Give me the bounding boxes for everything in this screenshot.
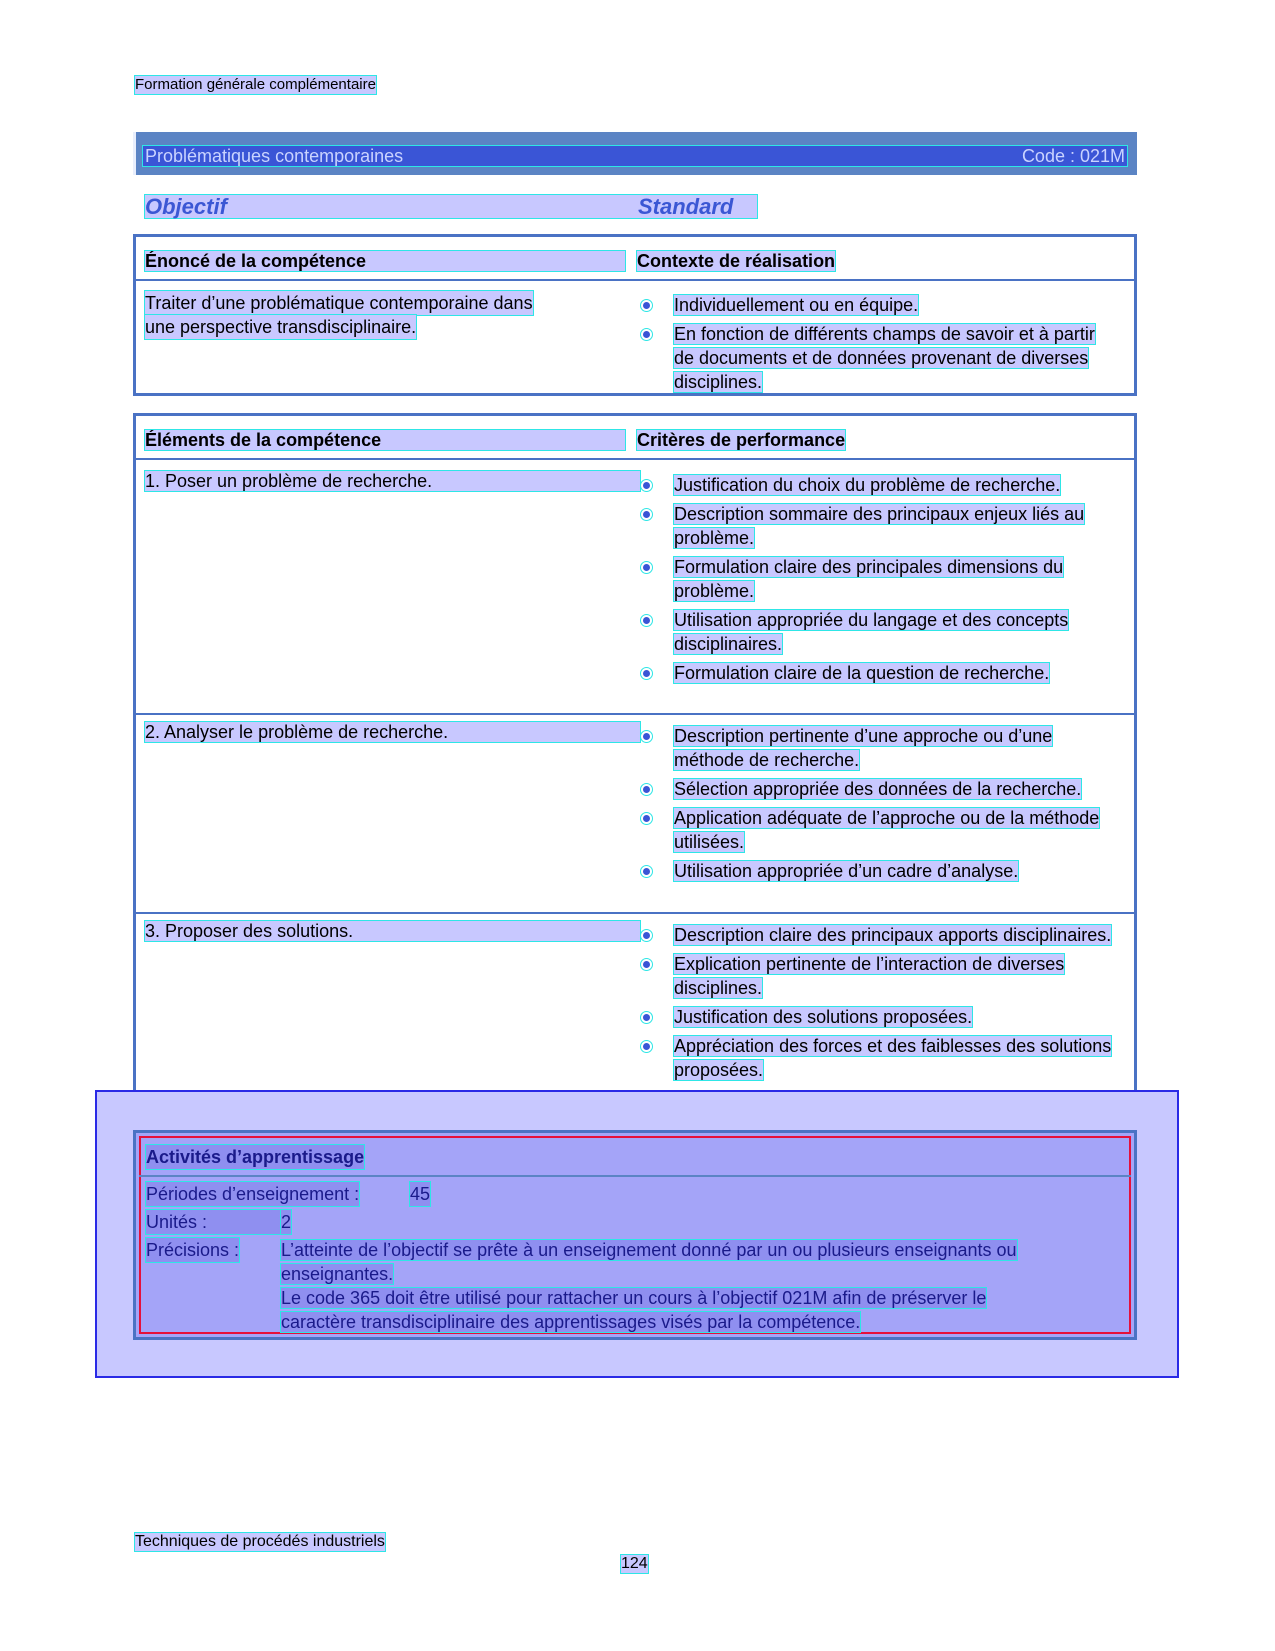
running-header: Formation générale complémentaire — [135, 76, 376, 93]
list-item: Description pertinente d’une approche ou d’une méthode de recherche. — [636, 724, 1116, 772]
list-item: Utilisation appropriée d’un cadre d’analyse. — [636, 859, 1116, 883]
list-item: Sélection appropriée des données de la recherche. — [636, 777, 1116, 801]
list-item: Formulation claire des principales dimensions du problème. — [636, 555, 1116, 603]
course-title: Problématiques contemporaines — [145, 146, 404, 166]
activites-box — [133, 1130, 1137, 1340]
unites-value: 2 — [281, 1212, 292, 1232]
list-item: Individuellement ou en équipe. — [636, 293, 1116, 317]
criteres-list-3 — [636, 923, 1116, 1087]
activites-title: Activités d’apprentissage — [146, 1147, 365, 1167]
enonce-header: Énoncé de la compétence — [145, 251, 625, 271]
list-item: Explication pertinente de l’interaction de diverses disciplines. — [636, 952, 1116, 1000]
precisions-label: Précisions : — [146, 1240, 240, 1260]
list-item: Justification des solutions proposées. — [636, 1005, 1116, 1029]
element-3: 3. Proposer des solutions. — [145, 921, 640, 941]
list-item: Description sommaire des principaux enjeux liés au problème. — [636, 502, 1116, 550]
course-code: Code : 021M — [1021, 146, 1125, 166]
course-title-bar — [133, 132, 1137, 175]
unites-label: Unités : — [146, 1210, 284, 1234]
list-item: En fonction de différents champs de savoir et à partir de documents et de données provenant de diverses disciplines. — [636, 322, 1116, 394]
running-footer: Techniques de procédés industriels — [135, 1533, 385, 1550]
element-1: 1. Poser un problème de recherche. — [145, 471, 640, 491]
criteres-header: Critères de performance — [637, 430, 846, 450]
contexte-list — [636, 293, 1116, 399]
contexte-header: Contexte de réalisation — [637, 251, 836, 271]
element-2: 2. Analyser le problème de recherche. — [145, 722, 640, 742]
page-number: 124 — [621, 1555, 648, 1572]
elements-table-header — [136, 416, 1134, 460]
list-item: Appréciation des forces et des faiblesses des solutions proposées. — [636, 1034, 1116, 1082]
objectif-standard-row — [145, 195, 757, 218]
list-item: Utilisation appropriée du langage et des concepts disciplinaires. — [636, 608, 1116, 656]
standard-label: Standard — [638, 194, 734, 219]
elements-table — [133, 413, 1137, 1110]
enonce-text: Traiter d’une problématique contemporaine dans une perspective transdisciplinaire. — [145, 293, 533, 337]
list-item: Justification du choix du problème de recherche. — [636, 473, 1116, 497]
precisions-text: L’atteinte de l’objectif se prête à un enseignement donné par un ou plusieurs enseignants ou enseignantes. Le code 365 doit être utilisé pour rattacher un cours à l’objectif 021M afin de préserver le caractère transdisciplinaire des apprentissages visés par la compétence. — [281, 1240, 1017, 1332]
criteres-list-2 — [636, 724, 1116, 888]
list-item: Formulation claire de la question de recherche. — [636, 661, 1116, 685]
objectif-label: Objectif — [145, 194, 227, 219]
competence-table-header — [136, 237, 1134, 281]
elements-header: Éléments de la compétence — [145, 430, 625, 450]
list-item: Application adéquate de l’approche ou de la méthode utilisées. — [636, 806, 1116, 854]
list-item: Description claire des principaux apports disciplinaires. — [636, 923, 1116, 947]
criteres-list-1 — [636, 473, 1116, 690]
periodes-label: Périodes d’enseignement : — [146, 1184, 360, 1204]
periodes-value: 45 — [410, 1184, 431, 1204]
competence-table — [133, 234, 1137, 396]
